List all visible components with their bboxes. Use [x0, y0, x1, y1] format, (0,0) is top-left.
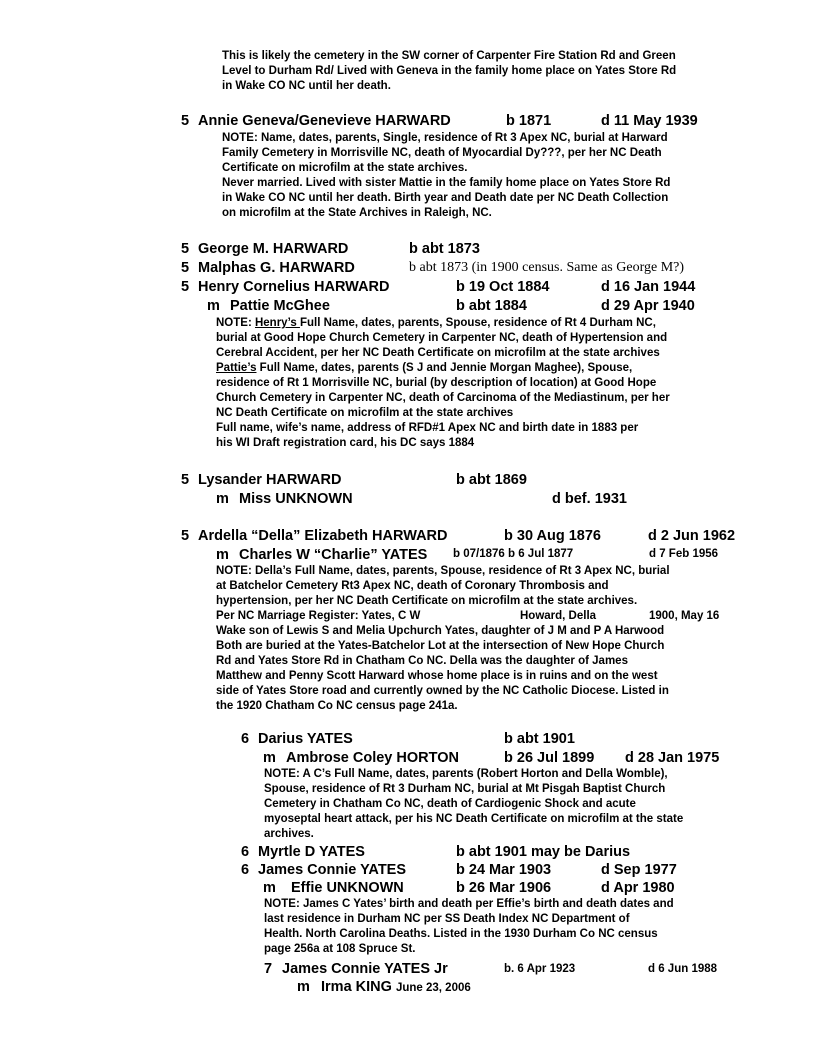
note-line: NC Death Certificate on microfilm at the state archives	[216, 407, 514, 419]
birth-date: b abt 1869	[456, 472, 527, 488]
person-name: Annie Geneva/Genevieve HARWARD	[198, 113, 451, 129]
note-line: burial at Good Hope Church Cemetery in Carpenter NC, death of Hypertension and	[216, 332, 668, 344]
person-name: George M. HARWARD	[198, 241, 349, 257]
spouse-prefix: m	[216, 491, 229, 507]
note-line: Certificate on microfilm at the state archives.	[222, 162, 468, 174]
note-line: NOTE: A C’s Full Name, dates, parents (Robert Horton and Della Womble),	[264, 768, 668, 780]
note-line: NOTE: Della’s Full Name, dates, parents, Spouse, residence of Rt 3 Apex NC, burial	[216, 565, 670, 577]
note-line: on microfilm at the State Archives in Raleigh, NC.	[222, 207, 492, 219]
note-line: in Wake CO NC until her death. Birth year and Death date per NC Death Collection	[222, 192, 669, 204]
note-line: Wake son of Lewis S and Melia Upchurch Yates, daughter of J M and P A Harwood	[216, 625, 665, 637]
birth-date: b abt 1901	[504, 731, 575, 747]
death-date: d Sep 1977	[601, 862, 677, 878]
note-line: residence of Rt 1 Morrisville NC, burial (by description of location) at Good Hope	[216, 377, 657, 389]
note-line: NOTE: Henry’s Full Name, dates, parents, Spouse, residence of Rt 4 Durham NC,	[216, 317, 656, 329]
spouse-prefix: m	[207, 298, 220, 314]
birth-date: b 24 Mar 1903	[456, 862, 552, 878]
birth-date: b 19 Oct 1884	[456, 279, 550, 295]
spouse-name: Pattie McGhee	[230, 298, 330, 314]
spouse-birth: b 26 Jul 1899	[504, 750, 595, 766]
generation-number: 5	[181, 260, 190, 276]
birth-date: b abt 1901 may be Darius	[456, 844, 631, 860]
death-date: d 2 Jun 1962	[648, 528, 736, 544]
spouse-birth: b abt 1884	[456, 298, 527, 314]
register-date: 1900, May 16	[649, 610, 720, 622]
spouse-birth: b 07/1876 b 6 Jul 1877	[453, 548, 574, 560]
note-line: hypertension, per her NC Death Certificate on microfilm at the state archives.	[216, 595, 638, 607]
note-line: last residence in Durham NC per SS Death Index NC Department of	[264, 913, 630, 925]
generation-number: 5	[181, 528, 190, 544]
note-line: page 256a at 108 Spruce St.	[264, 943, 416, 955]
intro-line: Level to Durham Rd/ Lived with Geneva in the family home place on Yates Store Rd	[222, 65, 677, 77]
spouse-prefix: m	[216, 547, 229, 563]
register-bride: Howard, Della	[520, 610, 597, 622]
note-line: myoseptal heart attack, per his NC Death Certificate on microfilm at the state	[264, 813, 684, 825]
birth-date: b 1871	[506, 113, 552, 129]
note-line: NOTE: Name, dates, parents, Single, residence of Rt 3 Apex NC, burial at Harward	[222, 132, 668, 144]
spouse-name: Irma KING June 23, 2006	[321, 979, 471, 995]
spouse-prefix: m	[263, 750, 276, 766]
note-line: his WI Draft registration card, his DC says 1884	[216, 437, 475, 449]
note-line: Cerebral Accident, per her NC Death Certificate on microfilm at the state archives	[216, 347, 660, 359]
note-line: Both are buried at the Yates-Batchelor Lot at the intersection of New Hope Church	[216, 640, 665, 652]
spouse-name: Effie UNKNOWN	[291, 880, 404, 896]
marriage-date: June 23, 2006	[395, 982, 471, 994]
birth-date: b abt 1873	[409, 241, 480, 257]
spouse-prefix: m	[297, 979, 310, 995]
generation-number: 6	[241, 862, 250, 878]
spouse-birth: b 26 Mar 1906	[456, 880, 552, 896]
note-line: archives.	[264, 828, 314, 840]
spouse-death: d bef. 1931	[552, 491, 627, 507]
note-line: Family Cemetery in Morrisville NC, death of Myocardial Dy???, per her NC Death	[222, 147, 662, 159]
spouse-death: d 7 Feb 1956	[649, 548, 719, 560]
marriage-register-line	[216, 609, 720, 624]
birth-date: b. 6 Apr 1923	[504, 963, 576, 975]
note-line: Cemetery in Chatham Co NC, death of Cardiogenic Shock and acute	[264, 798, 636, 810]
death-date: d 6 Jun 1988	[648, 963, 718, 975]
spouse-prefix: m	[263, 880, 276, 896]
spouse-death: d 28 Jan 1975	[625, 750, 720, 766]
death-date: d 11 May 1939	[601, 113, 698, 129]
generation-number: 5	[181, 279, 190, 295]
person-name: Lysander HARWARD	[198, 472, 342, 488]
spouse-name: Ambrose Coley HORTON	[286, 750, 459, 766]
intro-line: This is likely the cemetery in the SW corner of Carpenter Fire Station Rd and Green	[222, 50, 676, 62]
spouse-name: Miss UNKNOWN	[239, 491, 353, 507]
note-line: Matthew and Penny Scott Harward whose home place is in ruins and on the west	[216, 670, 658, 682]
generation-number: 7	[264, 961, 273, 977]
spouse-death: d 29 Apr 1940	[601, 298, 695, 314]
person-name: James Connie YATES Jr	[282, 961, 448, 977]
spouse-death: d Apr 1980	[601, 880, 675, 896]
note-line: the 1920 Chatham Co NC census page 241a.	[216, 700, 458, 712]
generation-number: 6	[241, 731, 250, 747]
spouse-name: Charles W “Charlie” YATES	[239, 547, 428, 563]
death-date: d 16 Jan 1944	[601, 279, 696, 295]
note-line: Full name, wife’s name, address of RFD#1 Apex NC and birth date in 1883 per	[216, 422, 639, 434]
generation-number: 5	[181, 241, 190, 257]
person-name: Henry Cornelius HARWARD	[198, 279, 390, 295]
person-name: Darius YATES	[258, 731, 353, 747]
note-line: Pattie’s Full Name, dates, parents (S J and Jennie Morgan Maghee), Spouse,	[216, 362, 633, 374]
person-name: Myrtle D YATES	[258, 844, 365, 860]
generation-number: 5	[181, 113, 190, 129]
register-groom: Per NC Marriage Register: Yates, C W	[216, 610, 421, 622]
note-line: Health. North Carolina Deaths. Listed in the 1930 Durham Co NC census	[264, 928, 658, 940]
birth-date: b abt 1873 (in 1900 census. Same as George M?)	[409, 260, 685, 275]
note-line: at Batchelor Cemetery Rt3 Apex NC, death of Coronary Thrombosis and	[216, 580, 609, 592]
person-name: James Connie YATES	[258, 862, 407, 878]
generation-number: 6	[241, 844, 250, 860]
note-line: side of Yates Store road and currently owned by the NC Catholic Diocese. Listed in	[216, 685, 669, 697]
note-line: Never married. Lived with sister Mattie in the family home place on Yates Store Rd	[222, 177, 671, 189]
intro-line: in Wake CO NC until her death.	[222, 80, 391, 92]
person-name: Ardella “Della” Elizabeth HARWARD	[198, 528, 448, 544]
generation-number: 5	[181, 472, 190, 488]
note-line: Spouse, residence of Rt 3 Durham NC, burial at Mt Pisgah Baptist Church	[264, 783, 666, 795]
person-name: Malphas G. HARWARD	[198, 260, 355, 276]
note-line: Church Cemetery in Carpenter NC, death of Carcinoma of the Mediastinum, per her	[216, 392, 670, 404]
birth-date: b 30 Aug 1876	[504, 528, 601, 544]
note-line: NOTE: James C Yates’ birth and death per Effie’s birth and death dates and	[264, 898, 674, 910]
note-line: Rd and Yates Store Rd in Chatham Co NC. Della was the daughter of James	[216, 655, 628, 667]
